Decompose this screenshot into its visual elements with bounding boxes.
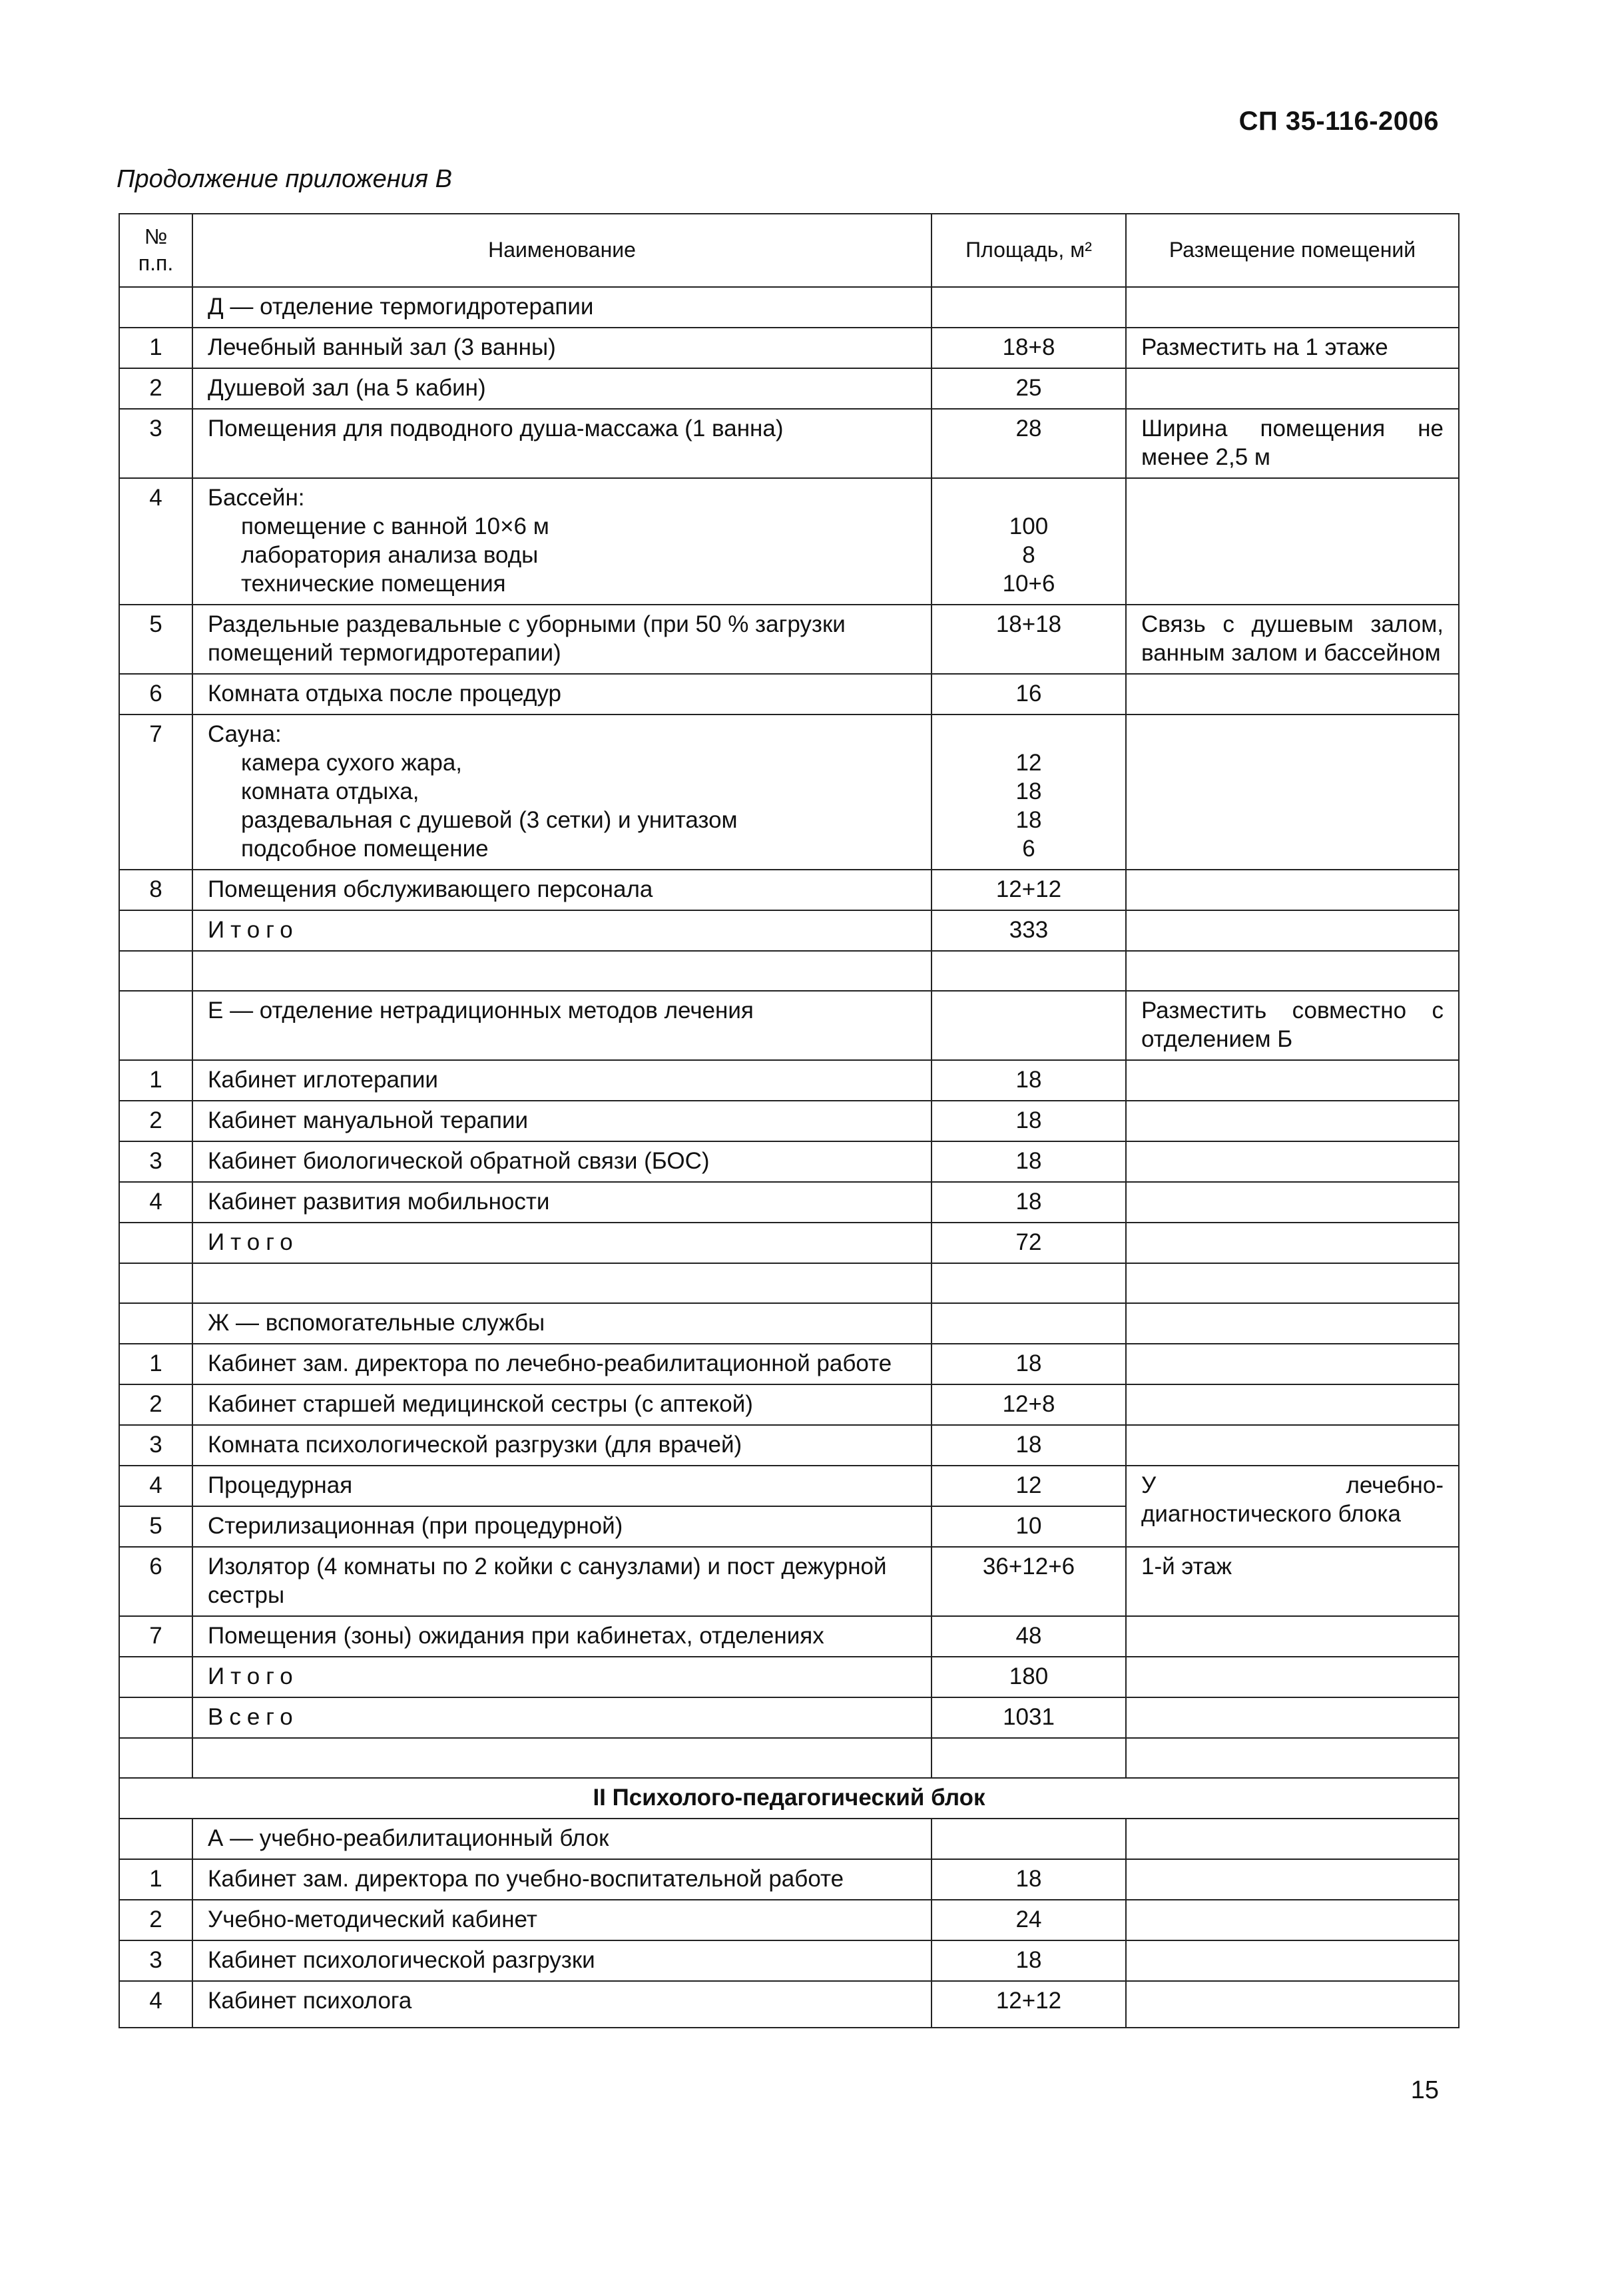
header-num: № п.п. bbox=[119, 214, 192, 287]
row-area: 36+12+6 bbox=[932, 1547, 1126, 1616]
total-row bbox=[119, 1223, 1459, 1263]
row-area: 6 bbox=[1022, 836, 1035, 862]
row-name: Кабинет старшей медицинской сестры (с аптекой) bbox=[192, 1384, 932, 1425]
row-area: 16 bbox=[932, 674, 1126, 715]
row-subitem: раздевальная с душевой (3 сетки) и унитазом bbox=[241, 807, 738, 833]
table-row bbox=[119, 1141, 1459, 1182]
row-name: Кабинет психолога bbox=[192, 1981, 932, 2028]
total-row bbox=[119, 910, 1459, 951]
row-name: Кабинет психологической разгрузки bbox=[192, 1940, 932, 1981]
empty-row bbox=[119, 1738, 1459, 1778]
total-label: Итого bbox=[192, 1223, 932, 1263]
table-row bbox=[119, 715, 1459, 870]
row-placement: Разместить совместно с отделением Б bbox=[1126, 991, 1459, 1060]
row-num: 2 bbox=[119, 368, 192, 409]
row-name: Учебно-методический кабинет bbox=[192, 1900, 932, 1940]
row-num: 7 bbox=[119, 1616, 192, 1657]
row-name-group bbox=[192, 715, 932, 870]
block-title-row bbox=[119, 1778, 1459, 1819]
table-row bbox=[119, 328, 1459, 368]
row-num: 4 bbox=[119, 1981, 192, 2028]
table-row bbox=[119, 1384, 1459, 1425]
row-name: Кабинет биологической обратной связи (БОС) bbox=[192, 1141, 932, 1182]
row-area: 12 bbox=[1015, 750, 1042, 776]
row-name: Комната психологической разгрузки (для врачей) bbox=[192, 1425, 932, 1466]
grand-total-row bbox=[119, 1697, 1459, 1738]
row-area-group bbox=[932, 478, 1126, 605]
row-area: 18+18 bbox=[932, 605, 1126, 674]
row-area: 8 bbox=[1022, 542, 1035, 568]
row-num: 2 bbox=[119, 1384, 192, 1425]
row-subitem: технические помещения bbox=[241, 571, 506, 597]
row-subitem: подсобное помещение bbox=[241, 836, 489, 862]
row-num: 1 bbox=[119, 1859, 192, 1900]
row-name: Помещения для подводного душа-массажа (1 ванна) bbox=[192, 409, 932, 478]
row-area: 18+8 bbox=[932, 328, 1126, 368]
row-name: Лечебный ванный зал (3 ванны) bbox=[192, 328, 932, 368]
row-name: Кабинет развития мобильности bbox=[192, 1182, 932, 1223]
row-name: Кабинет зам. директора по лечебно-реабилитационной работе bbox=[192, 1344, 932, 1384]
row-num: 1 bbox=[119, 328, 192, 368]
row-name: Помещения (зоны) ожидания при кабинетах, отделениях bbox=[192, 1616, 932, 1657]
total-area: 180 bbox=[932, 1657, 1126, 1697]
continuation-caption: Продолжение приложения В bbox=[117, 165, 452, 193]
rooms-table bbox=[119, 213, 1460, 2028]
table-row bbox=[119, 1466, 1459, 1506]
table-row bbox=[119, 605, 1459, 674]
row-num: 4 bbox=[119, 478, 192, 605]
section-title: Е — отделение нетрадиционных методов лечения bbox=[192, 991, 932, 1060]
row-name: Кабинет зам. директора по учебно-воспитательной работе bbox=[192, 1859, 932, 1900]
row-placement: Ширина помещения не менее 2,5 м bbox=[1126, 409, 1459, 478]
document-code: СП 35-116-2006 bbox=[1238, 107, 1439, 136]
section-title: Ж — вспомогательные службы bbox=[192, 1303, 932, 1344]
row-name: Помещения обслуживающего персонала bbox=[192, 870, 932, 910]
row-area: 18 bbox=[1015, 778, 1042, 804]
row-area: 10 bbox=[932, 1506, 1126, 1547]
row-area: 48 bbox=[932, 1616, 1126, 1657]
row-num: 6 bbox=[119, 674, 192, 715]
row-area: 18 bbox=[932, 1141, 1126, 1182]
row-num: 6 bbox=[119, 1547, 192, 1616]
row-num: 1 bbox=[119, 1344, 192, 1384]
header-name: Наименование bbox=[192, 214, 932, 287]
row-area: 12 bbox=[932, 1466, 1126, 1506]
row-area: 18 bbox=[932, 1060, 1126, 1101]
table-row bbox=[119, 1940, 1459, 1981]
row-name: Кабинет мануальной терапии bbox=[192, 1101, 932, 1141]
row-area: 18 bbox=[932, 1101, 1126, 1141]
row-num: 3 bbox=[119, 1141, 192, 1182]
table-row bbox=[119, 1060, 1459, 1101]
total-label: Итого bbox=[192, 910, 932, 951]
header-placement: Размещение помещений bbox=[1126, 214, 1459, 287]
total-row bbox=[119, 1657, 1459, 1697]
table-row bbox=[119, 674, 1459, 715]
row-placement: Разместить на 1 этаже bbox=[1126, 328, 1459, 368]
row-area: 100 bbox=[1009, 513, 1049, 539]
total-area: 72 bbox=[932, 1223, 1126, 1263]
row-name: Душевой зал (на 5 кабин) bbox=[192, 368, 932, 409]
row-num: 3 bbox=[119, 1940, 192, 1981]
row-subitem: лаборатория анализа воды bbox=[241, 542, 539, 568]
row-area: 10+6 bbox=[1002, 571, 1055, 597]
row-area: 18 bbox=[1015, 807, 1042, 833]
row-area: 18 bbox=[932, 1425, 1126, 1466]
row-area-group bbox=[932, 715, 1126, 870]
row-area: 25 bbox=[932, 368, 1126, 409]
row-name: Раздельные раздевальные с уборными (при 50 % загрузки помещений термогидротерапии) bbox=[192, 605, 932, 674]
row-name: Кабинет иглотерапии bbox=[192, 1060, 932, 1101]
section-title: Д — отделение термогидротерапии bbox=[192, 287, 932, 328]
table-row bbox=[119, 1182, 1459, 1223]
section-title-row bbox=[119, 991, 1459, 1060]
row-area: 12+12 bbox=[932, 1981, 1126, 2028]
section-title: А — учебно-реабилитационный блок bbox=[192, 1819, 932, 1859]
table-row bbox=[119, 870, 1459, 910]
total-label: Итого bbox=[192, 1657, 932, 1697]
grand-total-label: Всего bbox=[192, 1697, 932, 1738]
row-num: 2 bbox=[119, 1900, 192, 1940]
row-subitem: камера сухого жара, bbox=[241, 750, 463, 776]
row-area: 12+8 bbox=[932, 1384, 1126, 1425]
table-row bbox=[119, 1616, 1459, 1657]
section-title-row bbox=[119, 1303, 1459, 1344]
block-title: II Психолого-педагогический блок bbox=[119, 1778, 1459, 1819]
header-area: Площадь, м² bbox=[932, 214, 1126, 287]
row-num: 3 bbox=[119, 1425, 192, 1466]
row-num: 7 bbox=[119, 715, 192, 870]
table-row bbox=[119, 1981, 1459, 2028]
section-title-row bbox=[119, 1819, 1459, 1859]
row-placement: Связь с душевым залом, ванным залом и бассейном bbox=[1126, 605, 1459, 674]
row-area: 18 bbox=[932, 1940, 1126, 1981]
table-row bbox=[119, 1547, 1459, 1616]
row-area: 24 bbox=[932, 1900, 1126, 1940]
table-row bbox=[119, 1101, 1459, 1141]
row-num: 4 bbox=[119, 1182, 192, 1223]
row-subitem: помещение с ванной 10×6 м bbox=[241, 513, 549, 539]
table-row bbox=[119, 1859, 1459, 1900]
row-name: Процедурная bbox=[192, 1466, 932, 1506]
row-name: Комната отдыха после процедур bbox=[192, 674, 932, 715]
page-number: 15 bbox=[1410, 2076, 1439, 2104]
row-num: 2 bbox=[119, 1101, 192, 1141]
table-row bbox=[119, 1425, 1459, 1466]
row-placement: 1-й этаж bbox=[1126, 1547, 1459, 1616]
table-row bbox=[119, 1900, 1459, 1940]
grand-total-area: 1031 bbox=[932, 1697, 1126, 1738]
row-area: 12+12 bbox=[932, 870, 1126, 910]
empty-row bbox=[119, 951, 1459, 991]
row-area: 18 bbox=[932, 1344, 1126, 1384]
row-area: 18 bbox=[932, 1182, 1126, 1223]
row-name: Бассейн: bbox=[208, 485, 305, 511]
row-num: 4 bbox=[119, 1466, 192, 1506]
row-name: Изолятор (4 комнаты по 2 койки с санузлами) и пост дежурной сестры bbox=[192, 1547, 932, 1616]
row-num: 1 bbox=[119, 1060, 192, 1101]
total-area: 333 bbox=[932, 910, 1126, 951]
row-num: 5 bbox=[119, 605, 192, 674]
empty-row bbox=[119, 1263, 1459, 1303]
row-name: Сауна: bbox=[208, 721, 282, 747]
row-num: 3 bbox=[119, 409, 192, 478]
section-title-row bbox=[119, 287, 1459, 328]
row-area: 28 bbox=[932, 409, 1126, 478]
row-area: 18 bbox=[932, 1859, 1126, 1900]
row-num: 8 bbox=[119, 870, 192, 910]
table-row bbox=[119, 478, 1459, 605]
row-num: 5 bbox=[119, 1506, 192, 1547]
table-row bbox=[119, 368, 1459, 409]
table-header-row bbox=[119, 214, 1459, 287]
table-row bbox=[119, 1344, 1459, 1384]
row-name: Стерилизационная (при процедурной) bbox=[192, 1506, 932, 1547]
row-placement: У лечебно-диагностического блока bbox=[1126, 1466, 1459, 1547]
table-row bbox=[119, 409, 1459, 478]
row-subitem: комната отдыха, bbox=[241, 778, 419, 804]
row-name-group bbox=[192, 478, 932, 605]
